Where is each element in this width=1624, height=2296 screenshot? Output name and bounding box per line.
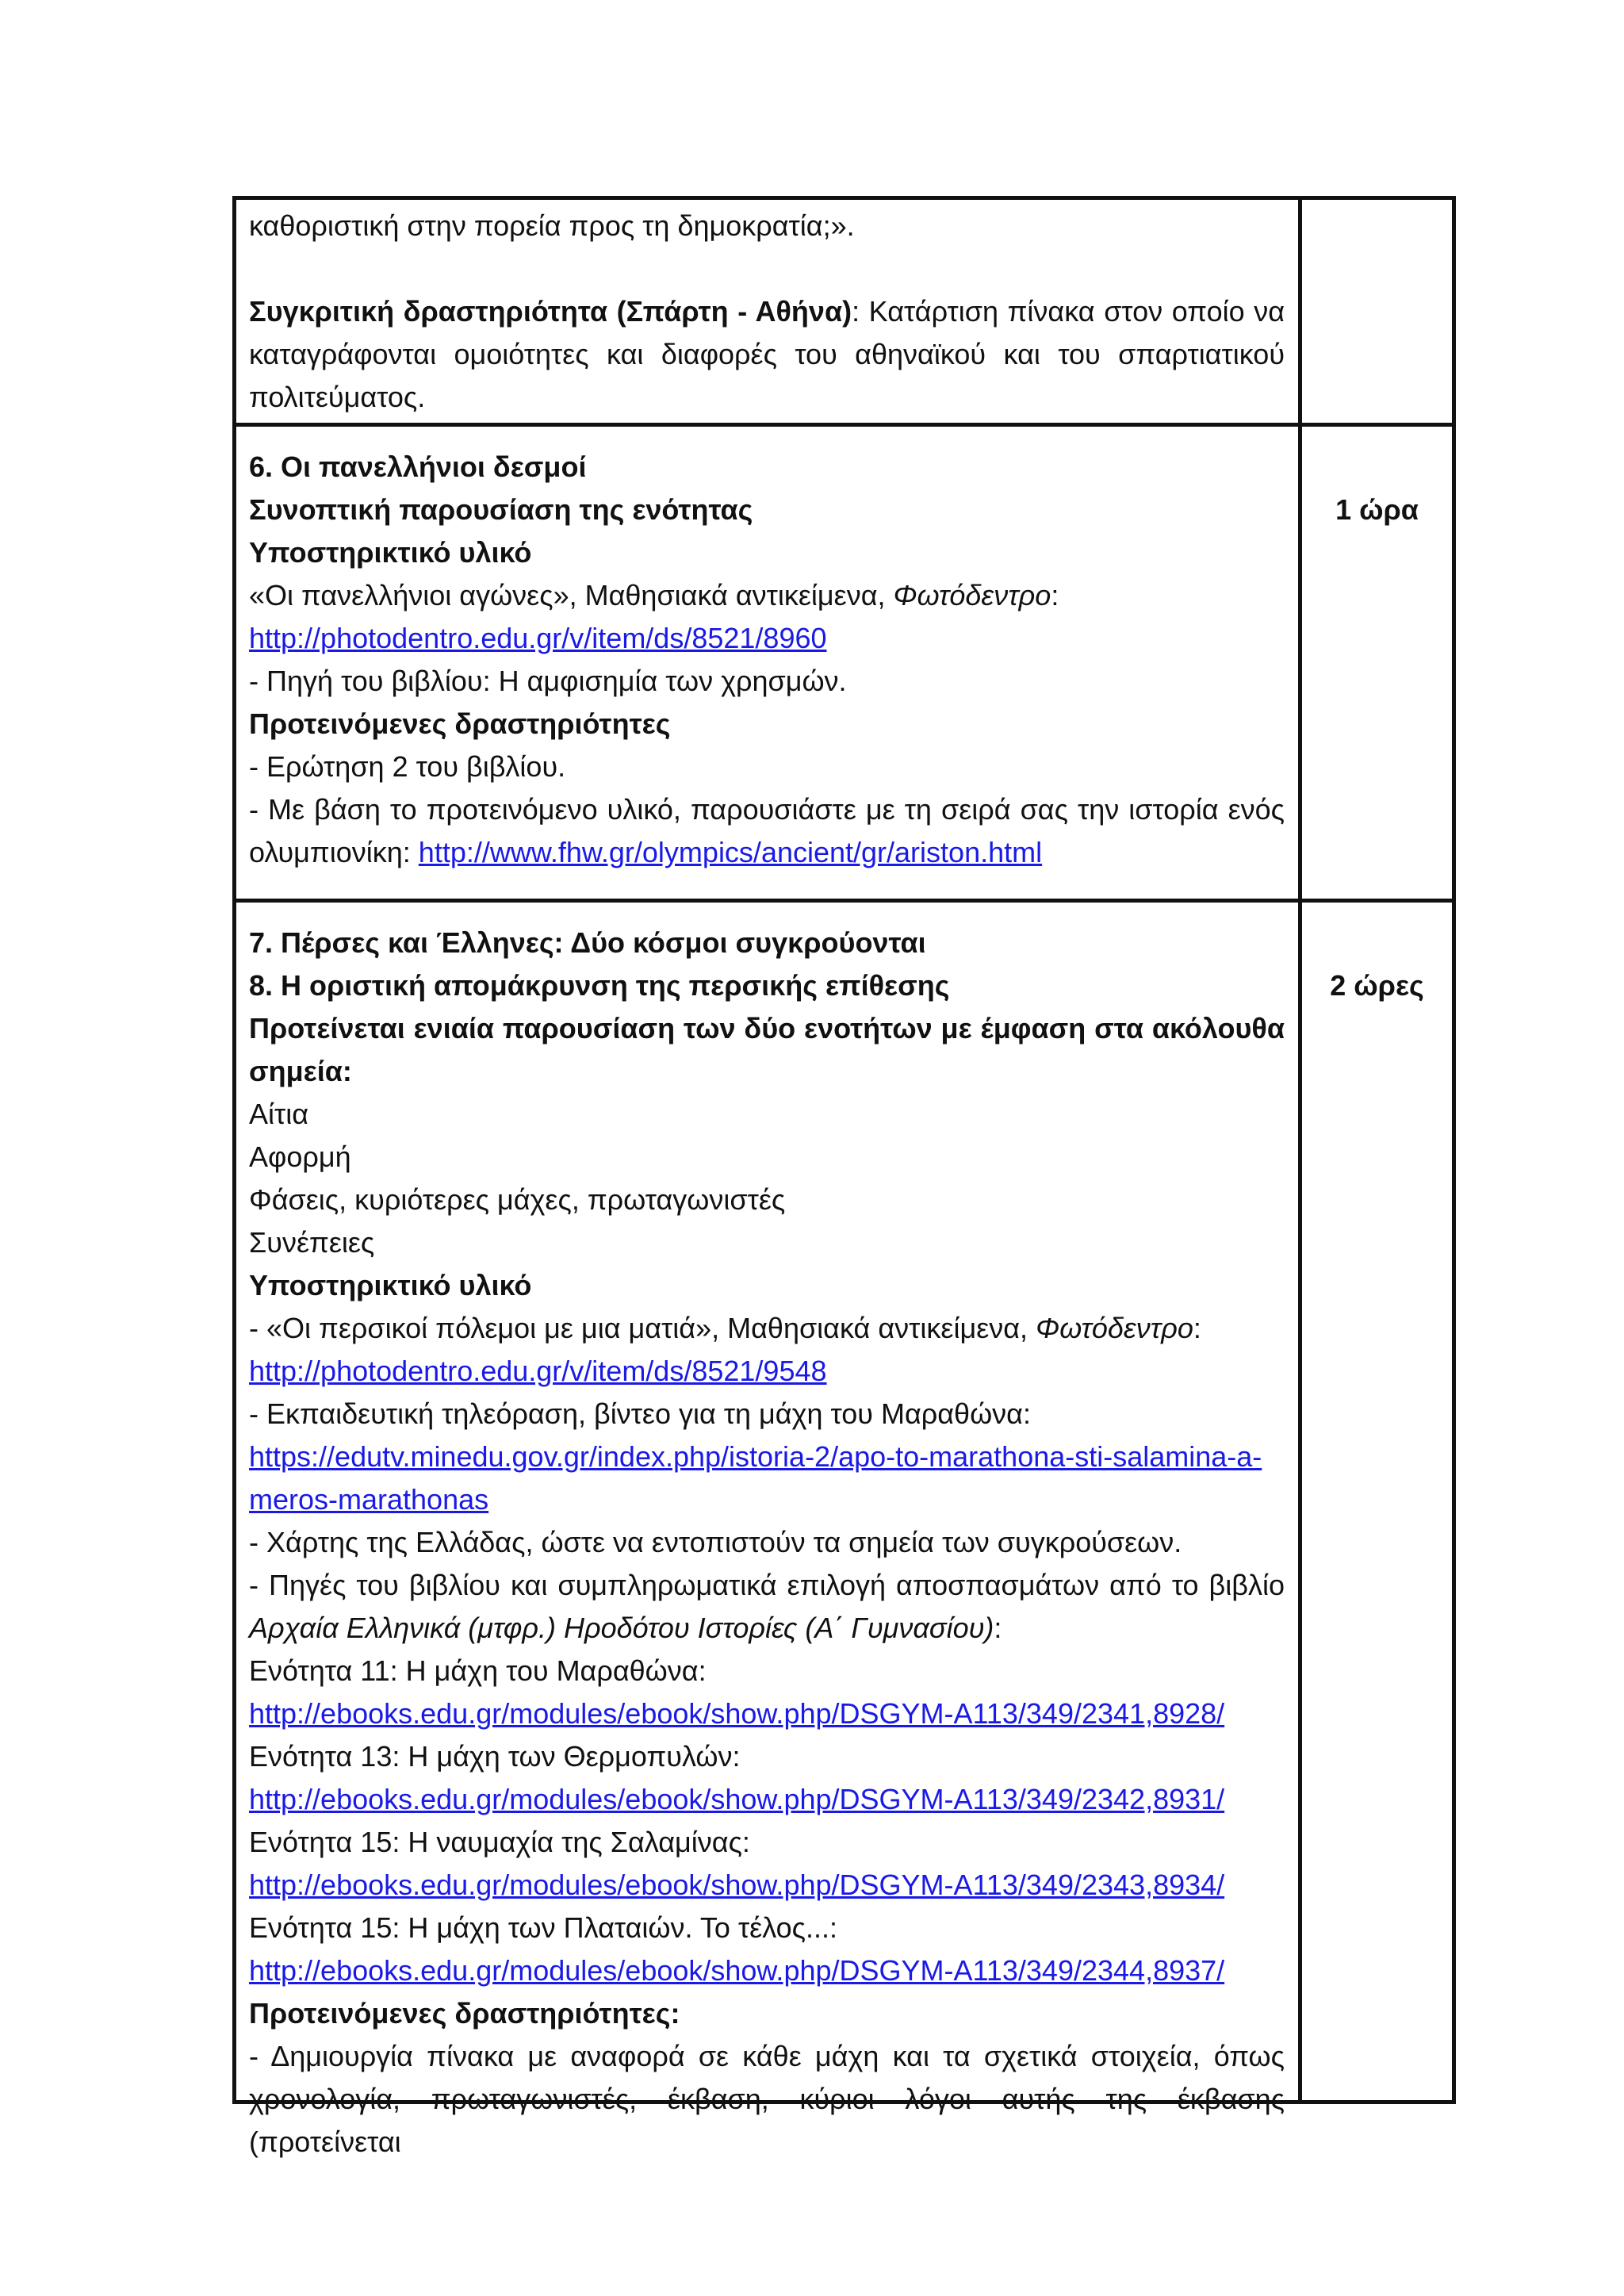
lesson-plan-table xyxy=(232,196,1456,2158)
duration-cell: 2 ώρες xyxy=(1330,969,1424,1002)
unit-label: Ενότητα 15: Η ναυμαχία της Σαλαμίνας: xyxy=(249,1826,750,1858)
duration-cell: 1 ώρα xyxy=(1335,493,1419,526)
activity-heading: Συγκριτική δραστηριότητα (Σπάρτη - Αθήνα) xyxy=(249,295,852,328)
list-item: Αφορμή xyxy=(249,1140,351,1173)
material-item: - Πηγές του βιβλίου και συμπληρωματικά επιλογή αποσπασμάτων από το βιβλίο Αρχαία Ελληνικά (μτφρ.) Ηροδότου Ιστορίες (Α΄ Γυμνασίου): xyxy=(249,1569,1285,1644)
section-title: 6. Οι πανελλήνιοι δεσμοί xyxy=(249,450,587,483)
content-cell xyxy=(249,205,1285,423)
photodentro-link[interactable]: http://photodentro.edu.gr/v/item/ds/8521/8960 xyxy=(249,622,827,654)
ebook-link[interactable]: http://ebooks.edu.gr/modules/ebook/show.php/DSGYM-A113/349/2342,8931/ xyxy=(249,1783,1225,1815)
table-row xyxy=(236,200,1452,423)
material-item: - «Οι περσικοί πόλεμοι με μια ματιά», Μαθησιακά αντικείμενα, Φωτόδεντρο: xyxy=(249,1312,1201,1344)
material-heading: Υποστηρικτικό υλικό xyxy=(249,1269,532,1301)
content-cell xyxy=(249,446,1285,899)
activity-item: - Με βάση το προτεινόμενο υλικό, παρουσιάστε με τη σειρά σας την ιστορία ενός ολυμπιονίκη: http://www.fhw.gr/olympics/ancient/gr/ariston.html xyxy=(249,793,1285,868)
list-item: Συνέπειες xyxy=(249,1226,375,1259)
content-cell xyxy=(249,922,1285,2158)
activities-heading: Προτεινόμενες δραστηριότητες: xyxy=(249,1997,680,2030)
unit-label: Ενότητα 11: Η μάχη του Μαραθώνα: xyxy=(249,1654,707,1687)
edutv-link[interactable]: https://edutv.minedu.gov.gr/index.php/istoria-2/apo-to-marathona-sti-salamina-a- xyxy=(249,1440,1262,1473)
ebook-link[interactable]: http://ebooks.edu.gr/modules/ebook/show.php/DSGYM-A113/349/2343,8934/ xyxy=(249,1869,1225,1901)
material-heading: Υποστηρικτικό υλικό xyxy=(249,536,532,569)
section-title: 7. Πέρσες και Έλληνες: Δύο κόσμοι συγκρούονται xyxy=(249,926,926,959)
ebook-link[interactable]: http://ebooks.edu.gr/modules/ebook/show.php/DSGYM-A113/349/2344,8937/ xyxy=(249,1954,1225,1987)
table-row xyxy=(236,899,1452,2158)
material-item: - Χάρτης της Ελλάδας, ώστε να εντοπιστούν τα σημεία των συγκρούσεων. xyxy=(249,1526,1182,1558)
unit-label: Ενότητα 15: Η μάχη των Πλαταιών. Το τέλος...: xyxy=(249,1911,838,1944)
section-title: 8. Η οριστική απομάκρυνση της περσικής επίθεσης xyxy=(249,969,950,1002)
photodentro-link[interactable]: http://photodentro.edu.gr/v/item/ds/8521/9548 xyxy=(249,1355,827,1387)
list-item: Φάσεις, κυριότερες μάχες, πρωταγωνιστές xyxy=(249,1183,786,1216)
list-item: Αίτια xyxy=(249,1098,309,1130)
edutv-link-continued[interactable]: meros-marathonas xyxy=(249,1483,489,1516)
material-item: - Εκπαιδευτική τηλεόραση, βίντεο για τη μάχη του Μαραθώνα: xyxy=(249,1397,1031,1430)
source-item: - Πηγή του βιβλίου: Η αμφισημία των χρησμών. xyxy=(249,665,847,697)
unit-label: Ενότητα 13: Η μάχη των Θερμοπυλών: xyxy=(249,1740,741,1773)
material-item: «Οι πανελλήνιοι αγώνες», Μαθησιακά αντικείμενα, Φωτόδεντρο: xyxy=(249,579,1059,611)
activity-item: - Ερώτηση 2 του βιβλίου. xyxy=(249,750,566,783)
intro-text: Προτείνεται ενιαία παρουσίαση των δύο ενοτήτων με έμφαση στα ακόλουθα σημεία: xyxy=(249,1012,1285,1087)
comparative-activity xyxy=(249,290,1285,419)
activities-heading: Προτεινόμενες δραστηριότητες xyxy=(249,707,671,740)
fhw-link[interactable]: http://www.fhw.gr/olympics/ancient/gr/ariston.html xyxy=(418,836,1043,868)
activity-item: - Δημιουργία πίνακα με αναφορά σε κάθε μάχη και τα σχετικά στοιχεία, όπως χρονολογία, πρωταγωνιστές, έκβαση, κύριοι λόγοι αυτής της έκβασης (προτείνεται xyxy=(249,2040,1285,2158)
text-line: καθοριστική στην πορεία προς τη δημοκρατία;». xyxy=(249,209,855,242)
ebook-link[interactable]: http://ebooks.edu.gr/modules/ebook/show.php/DSGYM-A113/349/2341,8928/ xyxy=(249,1697,1225,1730)
section-subtitle: Συνοπτική παρουσίαση της ενότητας xyxy=(249,493,753,526)
table-row xyxy=(236,423,1452,899)
activity-text: : Κατάρτιση πίνακα στον οποίο να καταγράφονται ομοιότητες και διαφορές του αθηναϊκού και του σπαρτιατικού πολιτεύματος. xyxy=(249,295,1285,413)
